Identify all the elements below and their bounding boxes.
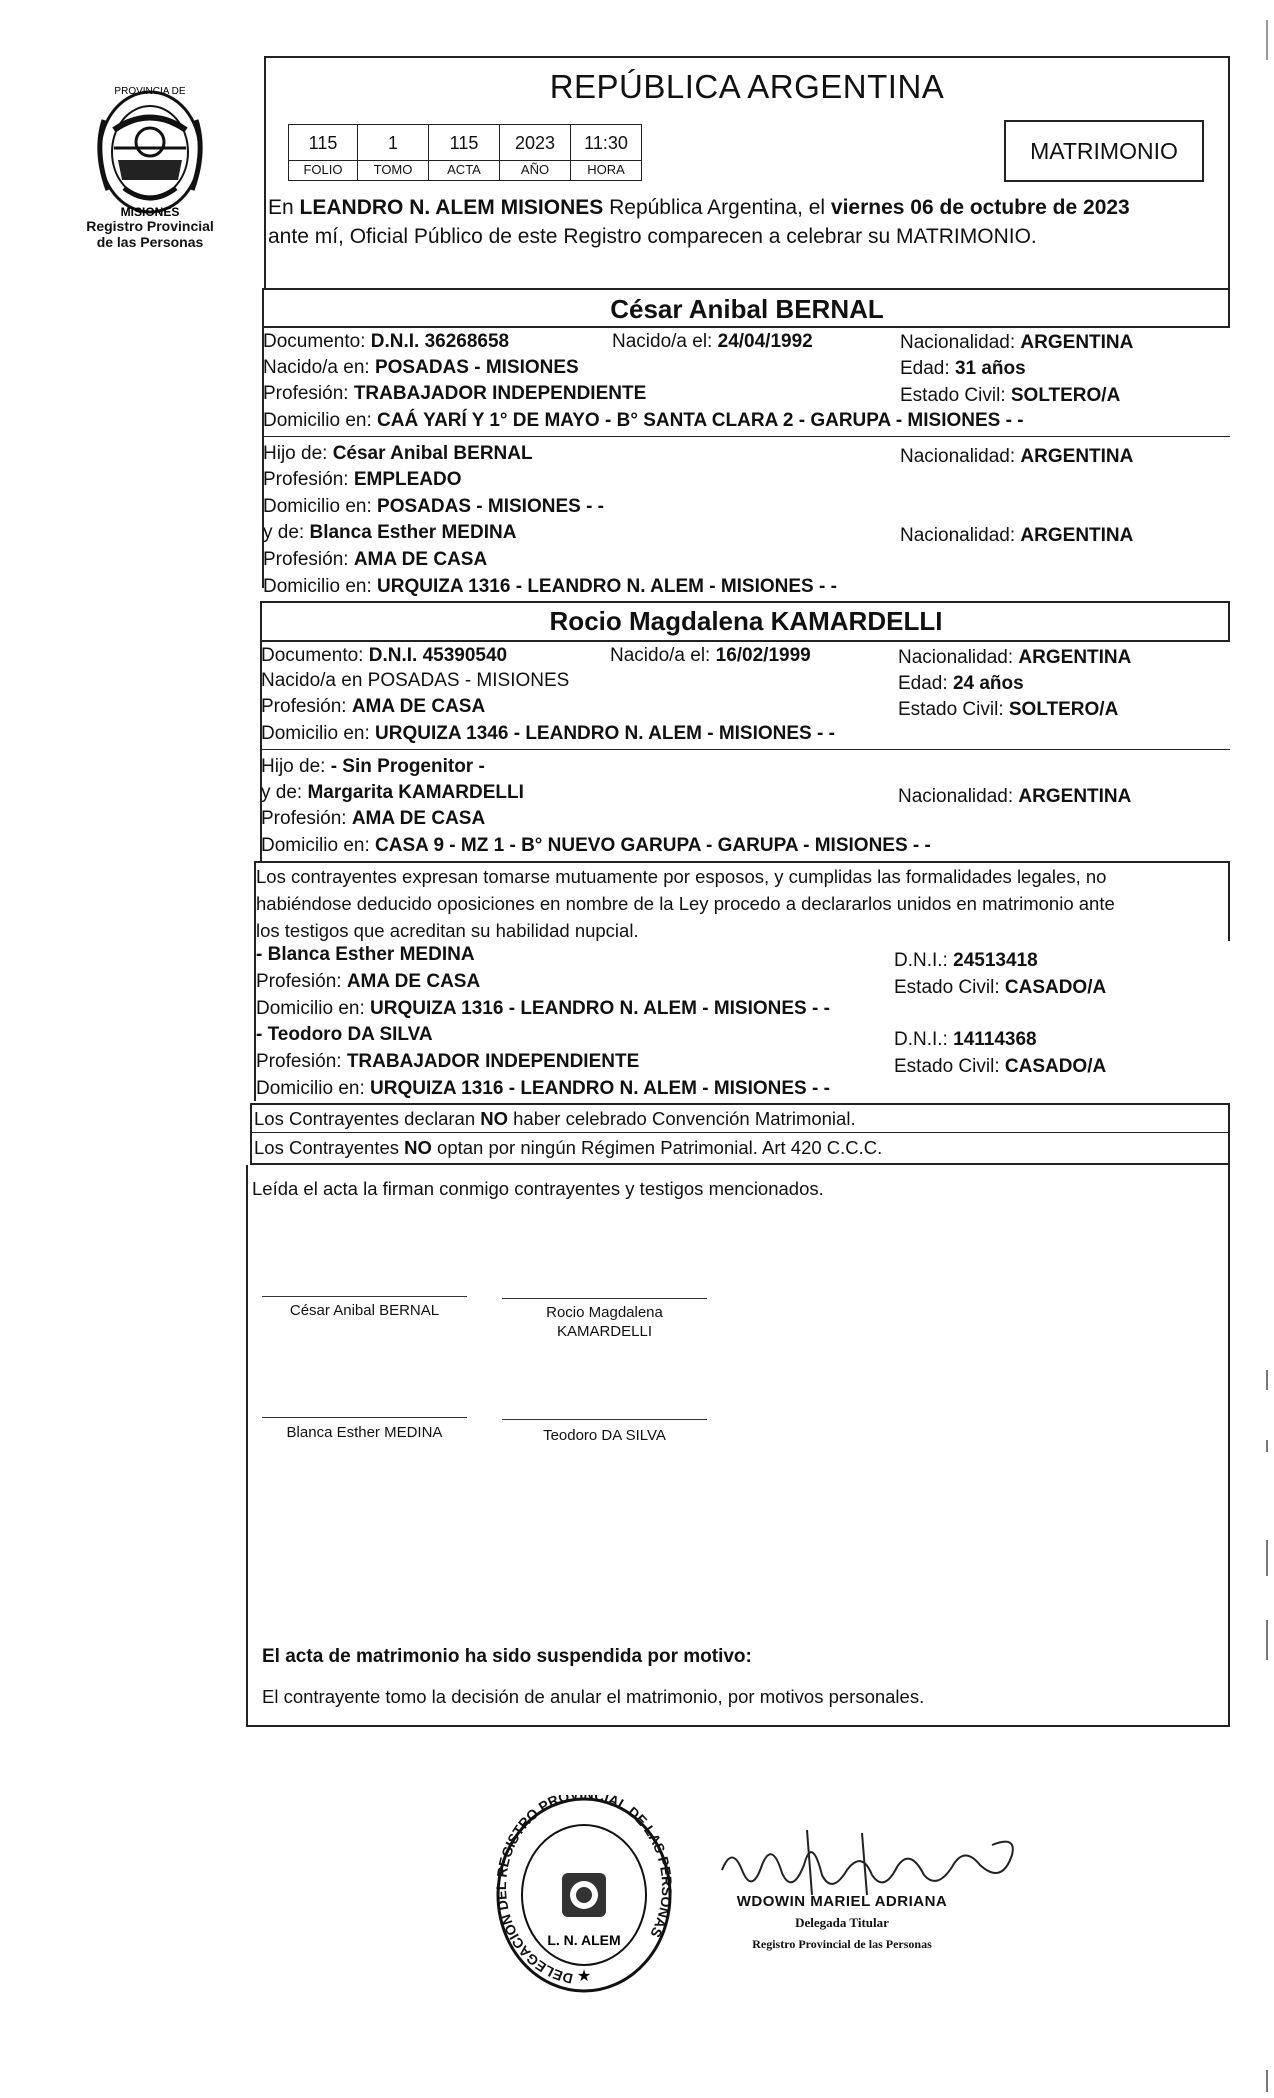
c2-madre-nacionalidad: Nacionalidad: ARGENTINA [898,786,1132,807]
signature-line [262,1296,467,1297]
c2-madre: y de: Margarita KAMARDELLI [261,782,524,803]
testigo1-domicilio: Domicilio en: URQUIZA 1316 - LEANDRO N. ALEM - MISIONES - - [256,998,830,1019]
intro-place: LEANDRO N. ALEM MISIONES [299,196,604,219]
act-type-label: MATRIMONIO [1030,138,1178,164]
divider [246,1725,1230,1727]
c1-madre: y de: Blanca Esther MEDINA [263,522,517,543]
divider [1228,1165,1230,1725]
declaracion-line-1: Los contrayentes expresan tomarse mutuamente por esposos, y cumplidas las formalidades legales, no [256,866,1107,887]
c2-domicilio: Domicilio en: URQUIZA 1346 - LEANDRO N. ALEM - MISIONES - - [261,723,835,744]
testigo1-profesion: Profesión: AMA DE CASA [256,971,481,992]
divider [264,326,1230,328]
tomo-label: TOMO [357,160,429,181]
c1-padre-nacionalidad: Nacionalidad: ARGENTINA [900,446,1134,467]
official-seal [494,1795,674,1995]
scan-edge-mark [1266,20,1268,60]
coat-of-arms-icon [84,80,216,220]
c2-profesion: Profesión: AMA DE CASA [261,696,486,717]
scan-edge-mark [1266,1540,1268,1576]
seal-bottom-text: L. N. ALEM [547,1932,621,1948]
logo-caption-line1: Registro Provincial [86,218,214,234]
c2-documento: Documento: D.N.I. 45390540 [261,645,508,666]
scan-edge-mark [1266,1620,1268,1660]
acta-value: 115 [428,124,500,161]
signature-teodoro-da-silva: Teodoro DA SILVA [543,1427,666,1444]
signature-line [262,1417,467,1418]
page-title: REPÚBLICA ARGENTINA [549,68,945,105]
c2-estado-civil: Estado Civil: SOLTERO/A [898,699,1119,720]
testigo1-name: - Blanca Esther MEDINA [256,944,475,965]
c2-nacido-en: Nacido/a en POSADAS - MISIONES [261,670,570,691]
contrayente1-name: César Anibal BERNAL [610,294,884,324]
c2-edad: Edad: 24 años [898,673,1024,694]
intro-date: viernes 06 de octubre de 2023 [830,196,1130,219]
firmas-intro: Leída el acta la firman conmigo contrayentes y testigos mencionados. [252,1178,824,1199]
logo-bottom-text: MISIONES [120,205,180,219]
signature-blanca-medina: Blanca Esther MEDINA [286,1424,443,1441]
divider [262,436,1230,437]
c1-edad: Edad: 31 años [900,358,1026,379]
c2-madre-profesion: Profesión: AMA DE CASA [261,808,486,829]
svg-text:★: ★ [576,1966,592,1985]
divider [260,640,1230,642]
signature-line [502,1298,707,1299]
suspension-text: El contrayente tomo la decisión de anular el matrimonio, por motivos personales. [262,1686,925,1707]
c1-madre-domicilio: Domicilio en: URQUIZA 1316 - LEANDRO N. ALEM - MISIONES - - [263,576,837,597]
c1-padre-profesion: Profesión: EMPLEADO [263,469,462,490]
anio-value: 2023 [499,124,571,161]
divider [1228,601,1230,642]
hora-value: 11:30 [570,124,642,161]
divider [264,288,1230,290]
c2-nacionalidad: Nacionalidad: ARGENTINA [898,647,1132,668]
anio-label: AÑO [499,160,571,181]
suspension-title: El acta de matrimonio ha sido suspendida por motivo: [262,1646,752,1667]
divider [1228,861,1230,941]
official-title: Delegada Titular [795,1915,889,1930]
testigo1-estado-civil: Estado Civil: CASADO/A [894,977,1107,998]
registry-logo [84,80,216,220]
signature-rocio-kamardelli-2: KAMARDELLI [556,1323,653,1340]
divider [250,1132,1230,1133]
divider [260,749,1230,750]
testigo2-dni: D.N.I.: 14114368 [894,1029,1037,1050]
divider [1228,288,1230,328]
c1-nacionalidad: Nacionalidad: ARGENTINA [900,332,1134,353]
intro-p2: República Argentina, el [603,196,831,219]
scan-edge-mark [1266,1440,1268,1452]
logo-caption [70,218,230,250]
scan-edge-mark [1266,2070,1268,2092]
registry-seal-icon [494,1795,674,1995]
acta-label: ACTA [428,160,500,181]
declaracion-line-3: los testigos que acreditan su habilidad nupcial. [256,920,639,941]
c1-profesion: Profesión: TRABAJADOR INDEPENDIENTE [263,383,647,404]
tomo-value: 1 [357,124,429,161]
scan-edge-mark [1266,1370,1268,1390]
c1-estado-civil: Estado Civil: SOLTERO/A [900,385,1121,406]
declaracion-line-2: habiéndose deducido oposiciones en nombre de la Ley procedo a declararlos unidos en matrimonio ante [256,893,1115,914]
hora-label: HORA [570,160,642,181]
divider [246,1165,248,1727]
divider [262,601,1230,603]
testigo2-name: - Teodoro DA SILVA [256,1024,433,1045]
signature-cesar-bernal: César Anibal BERNAL [289,1302,440,1319]
c1-madre-nacionalidad: Nacionalidad: ARGENTINA [900,525,1134,546]
convencion-line-2: Los Contrayentes NO optan por ningún Régimen Patrimonial. Art 420 C.C.C. [254,1137,883,1158]
divider [254,861,1230,863]
c1-domicilio: Domicilio en: CAÁ YARÍ Y 1° DE MAYO - B° SANTA CLARA 2 - GARUPA - MISIONES - - [263,410,1024,431]
testigo1-dni: D.N.I.: 24513418 [894,950,1038,971]
logo-top-text: PROVINCIA DE [114,86,186,97]
testigo2-domicilio: Domicilio en: URQUIZA 1316 - LEANDRO N. ALEM - MISIONES - - [256,1078,830,1099]
c2-padre: Hijo de: - Sin Progenitor - [261,756,485,777]
c1-nacido-en: Nacido/a en: POSADAS - MISIONES [263,357,579,378]
folio-value: 115 [288,124,358,161]
c1-padre: Hijo de: César Anibal BERNAL [263,443,533,464]
testigo2-profesion: Profesión: TRABAJADOR INDEPENDIENTE [256,1051,640,1072]
testigo2-estado-civil: Estado Civil: CASADO/A [894,1056,1107,1077]
c1-madre-profesion: Profesión: AMA DE CASA [263,549,488,570]
folio-label: FOLIO [288,160,358,181]
c1-padre-domicilio: Domicilio en: POSADAS - MISIONES - - [263,496,605,517]
contrayente2-name: Rocio Magdalena KAMARDELLI [549,606,943,636]
convencion-line-1: Los Contrayentes declaran NO haber celebrado Convención Matrimonial. [254,1108,856,1129]
signature-line [502,1419,707,1420]
official-org: Registro Provincial de las Personas [752,1937,932,1951]
c1-nacido-el: Nacido/a el: 24/04/1992 [612,331,813,352]
intro-p1: En [268,196,300,219]
c2-nacido-el: Nacido/a el: 16/02/1999 [610,645,811,666]
logo-caption-line2: de las Personas [96,234,204,250]
c1-documento: Documento: D.N.I. 36268658 [263,331,510,352]
intro-line-1 [268,197,1130,219]
c2-madre-domicilio: Domicilio en: CASA 9 - MZ 1 - B° NUEVO GARUPA - GARUPA - MISIONES - - [261,835,931,856]
seal-ring-text: DELEGACION DEL REGISTRO PRO CIAL DE LAS PERSONAS [494,1795,674,1988]
intro-line-2: ante mí, Oficial Público de este Registro comparecen a celebrar su MATRIMONIO. [268,225,1037,248]
official-name: WDOWIN MARIEL ADRIANA [736,1893,948,1910]
signature-rocio-kamardelli-1: Rocio Magdalena [546,1304,663,1321]
